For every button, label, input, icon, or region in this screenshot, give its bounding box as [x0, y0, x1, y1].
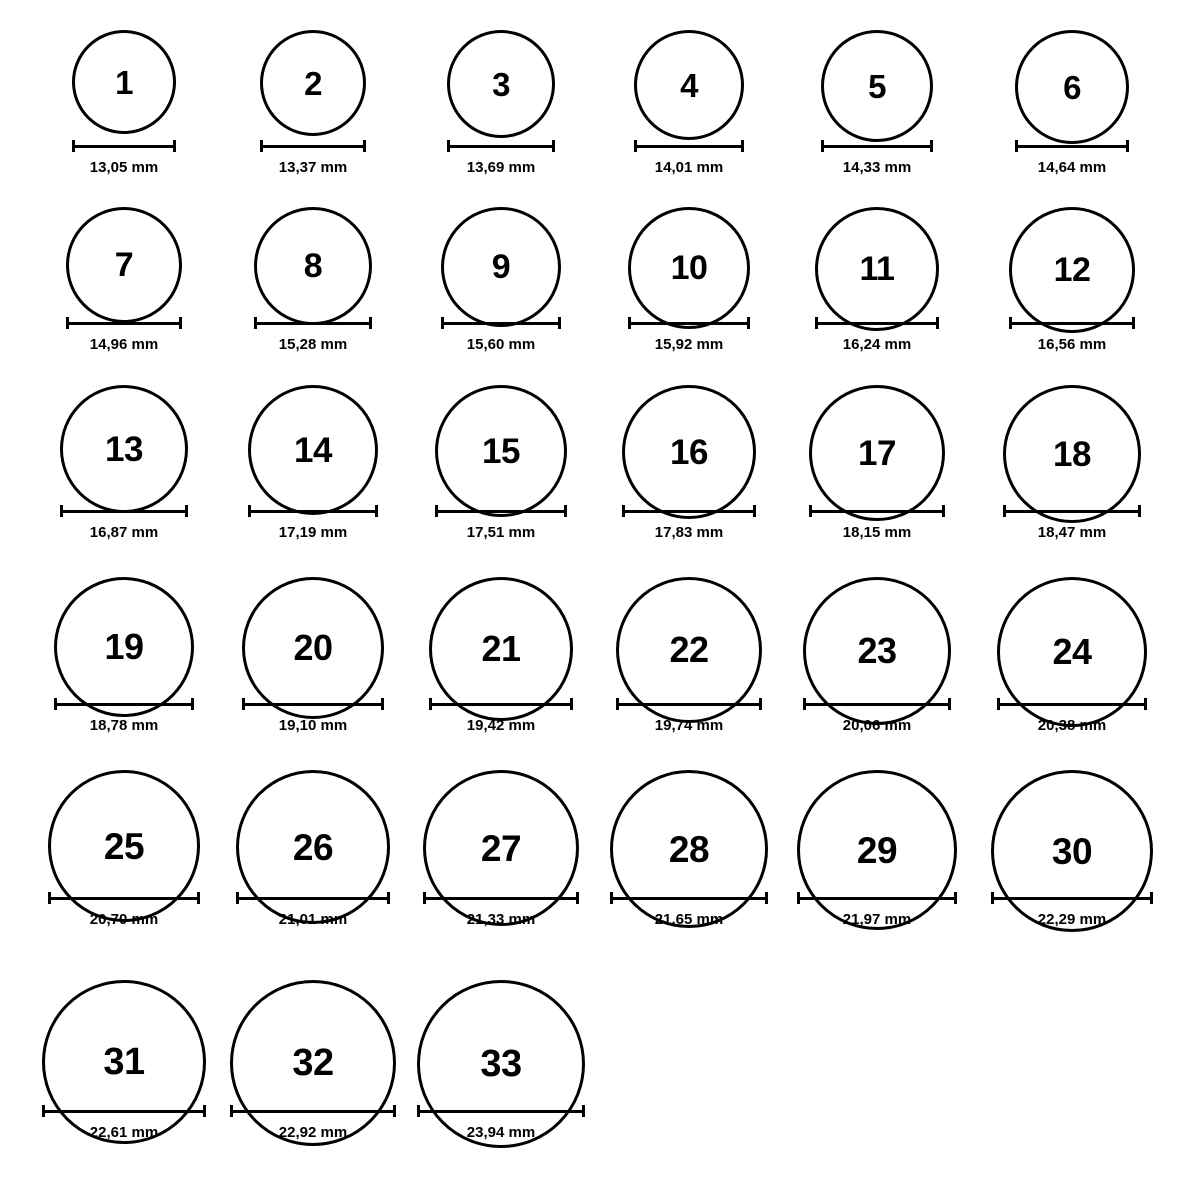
diameter-ruler — [54, 698, 194, 710]
diameter-label: 21,65 mm — [654, 911, 724, 928]
ring-size-cell — [203, 577, 423, 734]
ring-circle — [628, 207, 750, 329]
ring-size-number: 5 — [868, 67, 886, 105]
ring-circle — [60, 385, 188, 513]
ruler-cap-right — [179, 317, 182, 329]
ring-circle — [815, 207, 939, 331]
ring-circle — [797, 770, 957, 930]
diameter-label: 21,97 mm — [842, 911, 912, 928]
ring-size-cell — [203, 980, 423, 1146]
diameter-ruler — [1003, 505, 1141, 517]
diameter-label: 17,19 mm — [278, 524, 348, 541]
ruler-cap-left — [60, 505, 63, 517]
diameter-label: 20,06 mm — [842, 717, 912, 734]
ruler-cap-left — [797, 892, 800, 904]
ring-size-number: 2 — [304, 64, 322, 102]
ring-size-cell — [203, 385, 423, 541]
ruler-cap-right — [1132, 317, 1135, 329]
ruler-cap-right — [930, 140, 933, 152]
diameter-label: 14,64 mm — [1037, 159, 1107, 176]
diameter-label: 14,01 mm — [654, 159, 724, 176]
ruler-cap-left — [997, 698, 1000, 710]
ruler-cap-left — [441, 317, 444, 329]
ruler-cap-right — [393, 1105, 396, 1117]
ruler-cap-left — [260, 140, 263, 152]
diameter-label: 15,92 mm — [654, 336, 724, 353]
ruler-cap-right — [191, 698, 194, 710]
ruler-cap-left — [815, 317, 818, 329]
ring-size-number: 26 — [292, 826, 334, 868]
diameter-ruler — [1015, 140, 1129, 152]
ruler-cap-right — [570, 698, 573, 710]
diameter-label: 19,10 mm — [278, 717, 348, 734]
ring-size-number: 18 — [1053, 434, 1091, 474]
ring-size-number: 11 — [859, 250, 895, 288]
ring-size-cell — [203, 770, 423, 928]
ring-circle — [230, 980, 396, 1146]
diameter-label: 13,37 mm — [278, 159, 348, 176]
ring-size-cell — [962, 770, 1182, 932]
ring-size-number: 21 — [481, 628, 521, 669]
ring-size-number: 27 — [480, 827, 522, 869]
ruler-cap-left — [1015, 140, 1018, 152]
ring-circle — [622, 385, 756, 519]
ring-size-cell — [14, 577, 234, 734]
diameter-label: 19,74 mm — [654, 717, 724, 734]
ring-size-cell — [962, 577, 1182, 734]
ring-size-cell — [14, 980, 234, 1144]
ring-circle — [809, 385, 945, 521]
ring-size-cell — [391, 30, 611, 176]
ring-size-number: 22 — [669, 629, 709, 670]
ruler-cap-right — [747, 317, 750, 329]
ruler-cap-left — [42, 1105, 45, 1117]
ring-circle — [260, 30, 366, 136]
diameter-ruler — [997, 698, 1147, 710]
ruler-cap-left — [254, 317, 257, 329]
ruler-cap-right — [197, 892, 200, 904]
diameter-ruler — [991, 892, 1153, 904]
ring-circle — [441, 207, 561, 327]
ruler-cap-left — [417, 1105, 420, 1117]
ring-size-cell — [391, 770, 611, 926]
diameter-ruler — [230, 1105, 396, 1117]
ring-size-cell — [579, 207, 799, 353]
ruler-cap-right — [558, 317, 561, 329]
ring-size-number: 17 — [858, 433, 896, 473]
diameter-ruler — [803, 698, 951, 710]
ring-circle — [821, 30, 933, 142]
diameter-ruler — [622, 505, 756, 517]
ring-circle — [1003, 385, 1141, 523]
diameter-ruler — [42, 1105, 206, 1117]
diameter-label: 17,83 mm — [654, 524, 724, 541]
ring-size-cell — [962, 207, 1182, 353]
diameter-ruler — [48, 892, 200, 904]
ruler-cap-left — [809, 505, 812, 517]
diameter-label: 20,70 mm — [89, 911, 159, 928]
diameter-ruler — [441, 317, 561, 329]
diameter-ruler — [1009, 317, 1135, 329]
ruler-cap-right — [375, 505, 378, 517]
ring-size-number: 24 — [1052, 631, 1092, 672]
ruler-cap-right — [759, 698, 762, 710]
ring-circle — [248, 385, 378, 515]
diameter-label: 13,05 mm — [89, 159, 159, 176]
diameter-ruler — [66, 317, 182, 329]
ruler-cap-right — [765, 892, 768, 904]
ruler-cap-left — [242, 698, 245, 710]
ring-size-cell — [579, 577, 799, 734]
ring-circle — [435, 385, 567, 517]
diameter-label: 18,47 mm — [1037, 524, 1107, 541]
ring-size-number: 13 — [105, 429, 143, 469]
ruler-cap-left — [634, 140, 637, 152]
ruler-cap-left — [803, 698, 806, 710]
ruler-cap-left — [248, 505, 251, 517]
diameter-ruler — [797, 892, 957, 904]
ruler-cap-left — [1009, 317, 1012, 329]
ring-circle — [1015, 30, 1129, 144]
ruler-cap-right — [936, 317, 939, 329]
ring-circle — [991, 770, 1153, 932]
ring-size-cell — [203, 30, 423, 176]
ruler-cap-right — [1138, 505, 1141, 517]
ruler-cap-left — [991, 892, 994, 904]
ring-size-cell — [579, 385, 799, 541]
ring-size-cell — [962, 30, 1182, 176]
ruler-cap-left — [48, 892, 51, 904]
diameter-label: 17,51 mm — [466, 524, 536, 541]
ruler-cap-left — [236, 892, 239, 904]
ring-size-cell — [391, 980, 611, 1148]
ring-size-number: 33 — [480, 1043, 522, 1085]
ruler-cap-right — [942, 505, 945, 517]
ring-size-number: 23 — [857, 630, 897, 671]
diameter-label: 20,38 mm — [1037, 717, 1107, 734]
ring-size-cell — [14, 385, 234, 541]
ring-size-number: 12 — [1053, 251, 1091, 289]
diameter-label: 16,56 mm — [1037, 336, 1107, 353]
diameter-ruler — [809, 505, 945, 517]
ring-circle — [610, 770, 768, 928]
diameter-ruler — [72, 140, 176, 152]
ruler-cap-left — [429, 698, 432, 710]
ring-size-cell — [391, 385, 611, 541]
ruler-cap-left — [610, 892, 613, 904]
ruler-cap-left — [230, 1105, 233, 1117]
diameter-ruler — [254, 317, 372, 329]
ruler-cap-left — [72, 140, 75, 152]
diameter-ruler — [242, 698, 384, 710]
diameter-label: 21,33 mm — [466, 911, 536, 928]
ruler-cap-right — [582, 1105, 585, 1117]
ring-size-number: 20 — [293, 627, 333, 668]
diameter-label: 18,78 mm — [89, 717, 159, 734]
diameter-ruler — [628, 317, 750, 329]
diameter-ruler — [248, 505, 378, 517]
ruler-cap-right — [185, 505, 188, 517]
diameter-ruler — [60, 505, 188, 517]
ruler-cap-left — [423, 892, 426, 904]
diameter-label: 23,94 mm — [466, 1124, 536, 1141]
ring-size-cell — [14, 30, 234, 176]
ring-size-number: 19 — [104, 626, 144, 667]
ruler-cap-right — [369, 317, 372, 329]
diameter-label: 14,33 mm — [842, 159, 912, 176]
ring-size-cell — [579, 770, 799, 928]
diameter-label: 18,15 mm — [842, 524, 912, 541]
diameter-ruler — [815, 317, 939, 329]
ring-size-number: 29 — [856, 829, 898, 871]
ring-size-number: 15 — [482, 431, 520, 471]
diameter-label: 19,42 mm — [466, 717, 536, 734]
ruler-cap-right — [1126, 140, 1129, 152]
diameter-label: 21,01 mm — [278, 911, 348, 928]
ruler-cap-left — [447, 140, 450, 152]
ruler-cap-right — [173, 140, 176, 152]
diameter-ruler — [417, 1105, 585, 1117]
ring-size-cell — [579, 30, 799, 176]
diameter-ruler — [447, 140, 555, 152]
ruler-cap-right — [741, 140, 744, 152]
ring-size-number: 6 — [1063, 68, 1081, 106]
ring-size-cell — [767, 30, 987, 176]
ring-circle — [54, 577, 194, 717]
ruler-cap-right — [203, 1105, 206, 1117]
ruler-cap-right — [1144, 698, 1147, 710]
ruler-cap-left — [66, 317, 69, 329]
diameter-ruler — [821, 140, 933, 152]
ring-size-number: 8 — [303, 247, 323, 285]
ring-size-number: 3 — [492, 65, 510, 103]
diameter-label: 22,92 mm — [278, 1124, 348, 1141]
ruler-cap-right — [363, 140, 366, 152]
ruler-cap-right — [552, 140, 555, 152]
diameter-label: 15,28 mm — [278, 336, 348, 353]
ring-circle — [42, 980, 206, 1144]
diameter-ruler — [634, 140, 744, 152]
ring-size-number: 10 — [670, 249, 708, 287]
ruler-cap-left — [54, 698, 57, 710]
diameter-label: 14,96 mm — [89, 336, 159, 353]
ruler-cap-right — [954, 892, 957, 904]
ring-size-number: 31 — [103, 1041, 145, 1083]
ring-size-number: 28 — [668, 828, 710, 870]
ruler-cap-right — [387, 892, 390, 904]
diameter-label: 15,60 mm — [466, 336, 536, 353]
ruler-cap-right — [948, 698, 951, 710]
diameter-ruler — [423, 892, 579, 904]
ruler-cap-right — [753, 505, 756, 517]
ring-size-number: 16 — [670, 432, 708, 472]
ruler-cap-right — [576, 892, 579, 904]
ring-size-cell — [14, 207, 234, 353]
ring-size-number: 30 — [1051, 830, 1093, 872]
diameter-label: 22,29 mm — [1037, 911, 1107, 928]
diameter-ruler — [429, 698, 573, 710]
ring-size-cell — [767, 207, 987, 353]
ring-size-cell — [203, 207, 423, 353]
ruler-cap-right — [564, 505, 567, 517]
ring-size-number: 1 — [115, 63, 133, 101]
ring-size-cell — [767, 770, 987, 930]
ruler-cap-left — [821, 140, 824, 152]
diameter-label: 16,24 mm — [842, 336, 912, 353]
ring-circle — [417, 980, 585, 1148]
ring-size-number: 32 — [292, 1042, 334, 1084]
ring-size-number: 4 — [680, 66, 698, 104]
ring-circle — [254, 207, 372, 325]
diameter-ruler — [616, 698, 762, 710]
diameter-ruler — [236, 892, 390, 904]
ruler-cap-left — [622, 505, 625, 517]
diameter-ruler — [610, 892, 768, 904]
ruler-cap-left — [616, 698, 619, 710]
ruler-cap-right — [381, 698, 384, 710]
ruler-cap-left — [435, 505, 438, 517]
ring-size-cell — [767, 385, 987, 541]
diameter-label: 13,69 mm — [466, 159, 536, 176]
diameter-label: 22,61 mm — [89, 1124, 159, 1141]
ring-circle — [634, 30, 744, 140]
ring-circle — [1009, 207, 1135, 333]
ring-size-cell — [391, 207, 611, 353]
diameter-ruler — [435, 505, 567, 517]
ring-size-cell — [14, 770, 234, 928]
ring-size-cell — [962, 385, 1182, 541]
diameter-label: 16,87 mm — [89, 524, 159, 541]
ring-circle — [66, 207, 182, 323]
ring-size-cell — [767, 577, 987, 734]
ring-size-number: 7 — [114, 246, 134, 284]
ring-size-number: 14 — [294, 430, 332, 470]
ring-circle — [72, 30, 176, 134]
ruler-cap-left — [628, 317, 631, 329]
ring-circle — [447, 30, 555, 138]
diameter-ruler — [260, 140, 366, 152]
ring-size-cell — [391, 577, 611, 734]
ring-size-number: 9 — [491, 248, 511, 286]
ruler-cap-right — [1150, 892, 1153, 904]
ruler-cap-left — [1003, 505, 1006, 517]
ring-size-number: 25 — [103, 825, 145, 867]
